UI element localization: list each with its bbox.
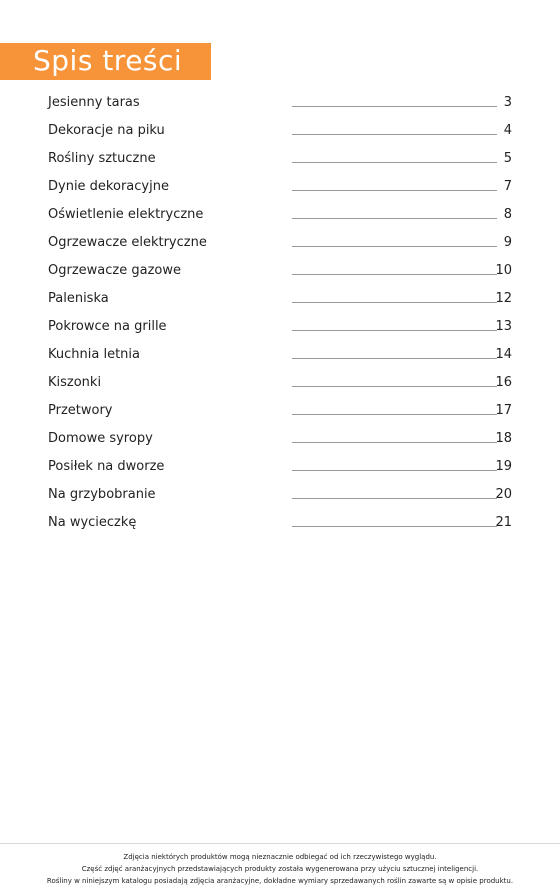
toc-item[interactable] [48, 428, 514, 456]
toc-item-page: 3 [503, 95, 512, 110]
table-of-contents [48, 92, 514, 540]
toc-item-label: Paleniska [48, 291, 109, 306]
toc-item[interactable] [48, 456, 514, 484]
toc-leader-line [292, 106, 497, 107]
toc-item-page: 18 [495, 431, 512, 446]
toc-item[interactable] [48, 372, 514, 400]
page-title: Spis treści [33, 43, 183, 77]
toc-item-label: Rośliny sztuczne [48, 151, 156, 166]
toc-item-label: Ogrzewacze gazowe [48, 263, 181, 278]
toc-item-page: 8 [503, 207, 512, 222]
toc-item-label: Oświetlenie elektryczne [48, 207, 204, 222]
toc-leader-line [292, 134, 497, 135]
disclaimer-line: Zdjęcia niektórych produktów mogą nieznacznie odbiegać od ich rzeczywistego wyglądu. [123, 853, 437, 861]
toc-item[interactable] [48, 176, 514, 204]
toc-item[interactable] [48, 344, 514, 372]
toc-item-label: Kiszonki [48, 375, 102, 390]
toc-item-page: 17 [495, 403, 512, 418]
toc-item-page: 14 [495, 347, 512, 362]
toc-leader-line [292, 330, 497, 331]
toc-leader-line [292, 442, 497, 443]
toc-leader-line [292, 246, 497, 247]
toc-item[interactable] [48, 400, 514, 428]
toc-item[interactable] [48, 484, 514, 512]
toc-item-page: 5 [503, 151, 512, 166]
toc-item-page: 20 [495, 487, 512, 502]
toc-item-label: Pokrowce na grille [48, 319, 167, 334]
toc-item-label: Dekoracje na piku [48, 123, 165, 138]
toc-item[interactable] [48, 288, 514, 316]
disclaimer-line: Część zdjęć aranżacyjnych przedstawiających produkty została wygenerowana przy użyciu sztucznej inteligencji. [81, 865, 479, 873]
toc-item-label: Posiłek na dworze [48, 459, 165, 474]
toc-item-page: 7 [503, 179, 512, 194]
toc-leader-line [292, 414, 497, 415]
toc-item[interactable] [48, 204, 514, 232]
toc-leader-line [292, 526, 497, 527]
toc-leader-line [292, 274, 497, 275]
toc-item[interactable] [48, 260, 514, 288]
toc-item-page: 12 [495, 291, 512, 306]
toc-leader-line [292, 218, 497, 219]
toc-item-label: Dynie dekoracyjne [48, 179, 169, 194]
toc-item-label: Ogrzewacze elektryczne [48, 235, 207, 250]
toc-item-page: 21 [495, 515, 512, 530]
toc-item-label: Jesienny taras [48, 95, 140, 110]
disclaimer-line: Rośliny w niniejszym katalogu posiadają zdjęcia aranżacyjne, dokładne wymiary sprzedawanych roślin zawarte są w opisie produktu. [46, 877, 514, 885]
footer-divider [0, 843, 560, 844]
toc-item-page: 19 [495, 459, 512, 474]
toc-item-label: Domowe syropy [48, 431, 153, 446]
toc-item-page: 4 [503, 123, 512, 138]
toc-item[interactable] [48, 92, 514, 120]
title-banner [0, 43, 211, 80]
toc-item-page: 16 [495, 375, 512, 390]
toc-leader-line [292, 498, 497, 499]
footer-disclaimer [0, 851, 560, 887]
toc-item-label: Na grzybobranie [48, 487, 156, 502]
toc-leader-line [292, 302, 497, 303]
toc-item[interactable] [48, 512, 514, 540]
toc-leader-line [292, 386, 497, 387]
toc-item-label: Kuchnia letnia [48, 347, 140, 362]
toc-item[interactable] [48, 316, 514, 344]
toc-item-label: Przetwory [48, 403, 113, 418]
toc-item[interactable] [48, 120, 514, 148]
toc-item-page: 13 [495, 319, 512, 334]
toc-leader-line [292, 162, 497, 163]
toc-item[interactable] [48, 232, 514, 260]
toc-item[interactable] [48, 148, 514, 176]
toc-item-label: Na wycieczkę [48, 515, 137, 530]
toc-leader-line [292, 358, 497, 359]
toc-item-page: 10 [495, 263, 512, 278]
toc-item-page: 9 [503, 235, 512, 250]
toc-leader-line [292, 470, 497, 471]
toc-leader-line [292, 190, 497, 191]
